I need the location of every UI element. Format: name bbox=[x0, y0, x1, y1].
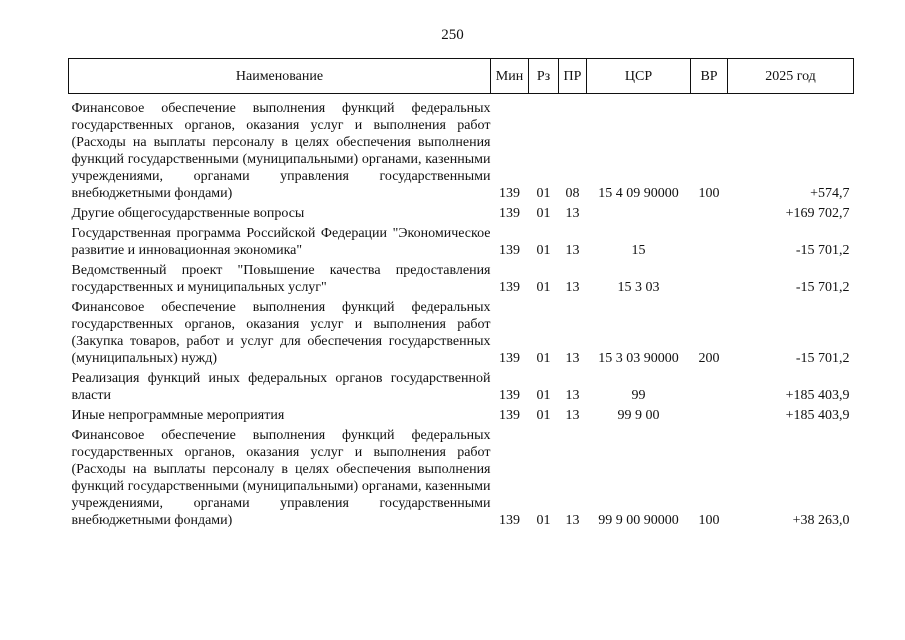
row-pr: 13 bbox=[565, 351, 580, 366]
row-name: Ведомственный проект "Повышение качества предоставления государственных и муниципальных услуг" bbox=[71, 263, 491, 295]
row-vr bbox=[691, 205, 728, 225]
row-csr bbox=[587, 205, 691, 225]
row-csr: 15 3 03 bbox=[617, 280, 660, 295]
row-amount: -15 701,2 bbox=[795, 351, 850, 366]
row-vr: 200 bbox=[698, 351, 720, 366]
row-rz: 01 bbox=[536, 351, 551, 366]
row-csr: 15 3 03 90000 bbox=[598, 351, 679, 366]
row-vr: 100 bbox=[698, 513, 720, 528]
row-amount: +38 263,0 bbox=[792, 513, 850, 528]
row-amount: -15 701,2 bbox=[795, 243, 850, 258]
row-csr: 99 bbox=[631, 388, 646, 403]
row-name: Финансовое обеспечение выполнения функций федеральных государственных органов, оказания услуг и выполнения работ (Закупка товаров, работ и услуг для обеспечения государственных (муниципальных) нужд) bbox=[71, 300, 491, 366]
row-pr: 13 bbox=[565, 280, 580, 295]
row-pr: 13 bbox=[565, 206, 580, 221]
page-number: 250 bbox=[441, 27, 464, 43]
row-name: Иные непрограммные мероприятия bbox=[71, 408, 285, 423]
row-amount: +169 702,7 bbox=[785, 206, 850, 221]
row-vr bbox=[691, 370, 728, 407]
table-row bbox=[69, 94, 854, 206]
row-min: 139 bbox=[499, 206, 520, 221]
header-csr: ЦСР bbox=[587, 59, 691, 94]
row-name: Финансовое обеспечение выполнения функций федеральных государственных органов, оказания услуг и выполнения работ (Расходы на выплаты персоналу в целях обеспечения выполнения функций государственными (муниципальными) органами, казенными учреждениями, органами управления государственными внебюджетными фондами) bbox=[71, 101, 491, 201]
row-min: 139 bbox=[499, 280, 520, 295]
row-csr: 15 4 09 90000 bbox=[598, 186, 679, 201]
header-year: 2025 год bbox=[728, 59, 854, 94]
row-csr: 15 bbox=[631, 243, 646, 258]
table-row bbox=[69, 370, 854, 407]
row-amount: +574,7 bbox=[810, 186, 850, 201]
row-amount: -15 701,2 bbox=[795, 280, 850, 295]
row-rz: 01 bbox=[536, 206, 551, 221]
row-min: 139 bbox=[499, 186, 520, 201]
row-rz: 01 bbox=[536, 280, 551, 295]
row-name: Финансовое обеспечение выполнения функций федеральных государственных органов, оказания услуг и выполнения работ (Расходы на выплаты персоналу в целях обеспечения выполнения функций государственными (муниципальными) органами, казенными учреждениями, органами управления государственными внебюджетными фондами) bbox=[71, 428, 491, 528]
table-row bbox=[69, 407, 854, 427]
row-amount: +185 403,9 bbox=[785, 388, 850, 403]
row-name: Другие общегосударственные вопросы bbox=[71, 206, 305, 221]
row-pr: 08 bbox=[565, 186, 580, 201]
row-name: Государственная программа Российской Федерации "Экономическое развитие и инновационная экономика" bbox=[71, 226, 491, 258]
budget-table bbox=[68, 58, 854, 532]
header-vr: ВР bbox=[691, 59, 728, 94]
row-pr: 13 bbox=[565, 388, 580, 403]
row-csr: 99 9 00 90000 bbox=[598, 513, 679, 528]
row-rz: 01 bbox=[536, 243, 551, 258]
header-rz: Рз bbox=[529, 59, 559, 94]
row-min: 139 bbox=[499, 513, 520, 528]
table-row bbox=[69, 262, 854, 299]
row-vr: 100 bbox=[698, 186, 720, 201]
table-row bbox=[69, 205, 854, 225]
row-min: 139 bbox=[499, 351, 520, 366]
row-rz: 01 bbox=[536, 408, 551, 423]
row-rz: 01 bbox=[536, 513, 551, 528]
row-rz: 01 bbox=[536, 186, 551, 201]
header-pr: ПР bbox=[559, 59, 587, 94]
row-csr: 99 9 00 bbox=[617, 408, 660, 423]
header-min: Мин bbox=[491, 59, 529, 94]
table-row bbox=[69, 225, 854, 262]
row-pr: 13 bbox=[565, 408, 580, 423]
row-rz: 01 bbox=[536, 388, 551, 403]
row-name: Реализация функций иных федеральных органов государственной власти bbox=[71, 371, 491, 403]
row-amount: +185 403,9 bbox=[785, 408, 850, 423]
row-pr: 13 bbox=[565, 513, 580, 528]
row-min: 139 bbox=[499, 388, 520, 403]
row-vr bbox=[691, 407, 728, 427]
row-min: 139 bbox=[499, 243, 520, 258]
table-header-row bbox=[69, 59, 854, 94]
row-min: 139 bbox=[499, 408, 520, 423]
row-vr bbox=[691, 225, 728, 262]
header-name: Наименование bbox=[69, 59, 491, 94]
table-row bbox=[69, 427, 854, 532]
row-vr bbox=[691, 262, 728, 299]
row-pr: 13 bbox=[565, 243, 580, 258]
table-row bbox=[69, 299, 854, 370]
